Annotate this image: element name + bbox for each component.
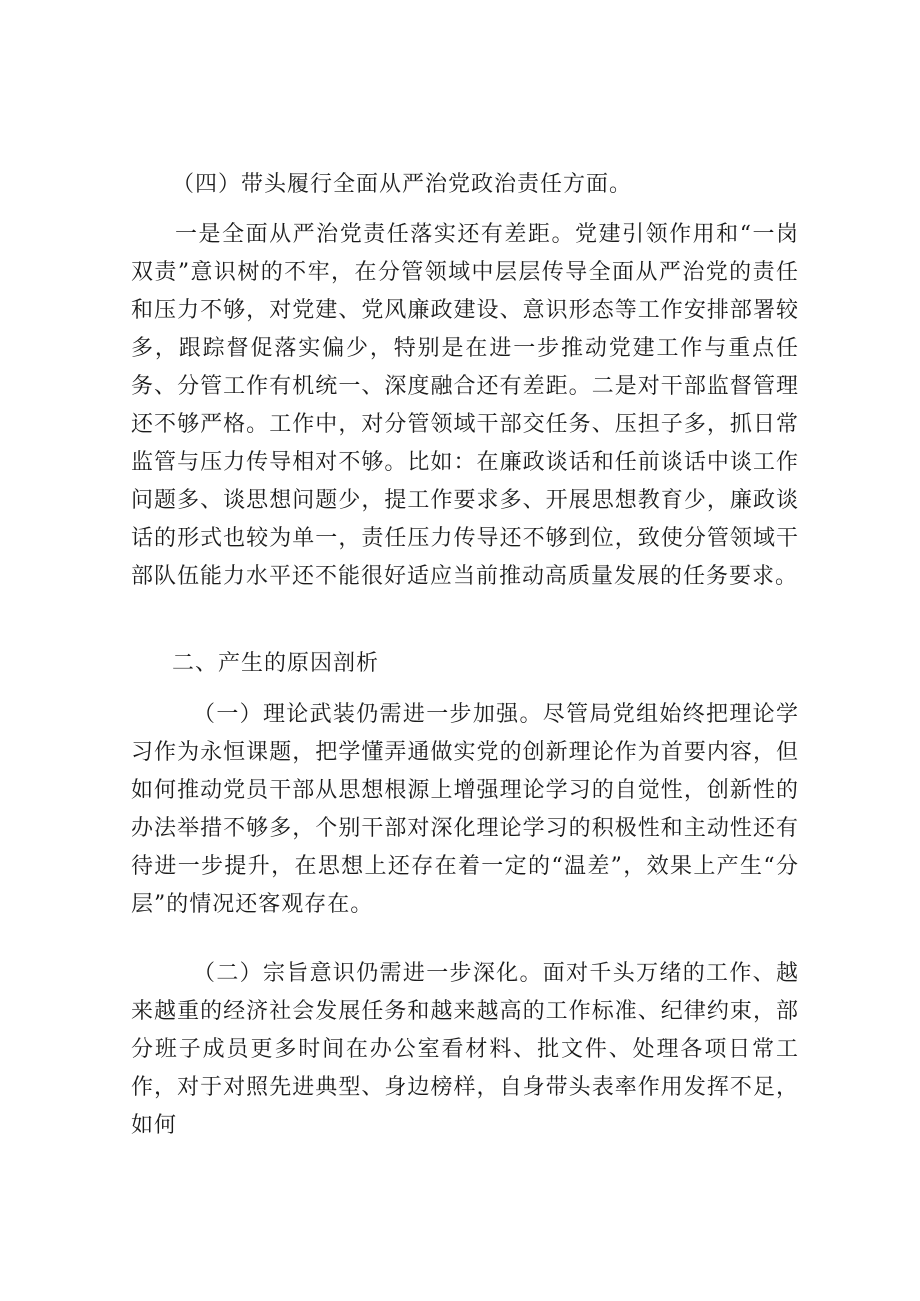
paragraph-theory-armament: （一）理论武装仍需进一步加强。尽管局党组始终把理论学习作为永恒课题，把学懂弄通做实党的创新理论作为首要内容，但如何推动党员干部从思想根源上增强理论学习的自觉性，创新性的办法举措不够多，个别干部对深化理论学习的积极性和主动性还有待进一步提升，在思想上还存在着一定的“温差”，效果上产生“分层”的情况还客观存在。	[131, 702, 799, 917]
section-heading-four: （四）带头履行全面从严治党政治责任方面。	[172, 172, 633, 197]
paragraph-purpose-awareness: （二）宗旨意识仍需进一步深化。面对千头万绪的工作、越来越重的经济社会发展任务和越来越高的工作标准、纪律约束，部分班子成员更多时间在办公室看材料、批文件、处理各项日常工作，对于对照先进典型、身边榜样，自身带头表率作用发挥不足，如何	[131, 961, 799, 1138]
section-heading-cause-analysis: 二、产生的原因剖析	[172, 651, 380, 676]
paragraph-party-responsibility: 一是全面从严治党责任落实还有差距。党建引领作用和“一岗双责”意识树的不牢，在分管领域中层层传导全面从严治党的责任和压力不够，对党建、党风廉政建设、意识形态等工作安排部署较多，跟踪督促落实偏少，特别是在进一步推动党建工作与重点任务、分管工作有机统一、深度融合还有差距。二是对干部监督管理还不够严格。工作中，对分管领域干部交任务、压担子多，抓日常监管与压力传导相对不够。比如：在廉政谈话和任前谈话中谈工作问题多、谈思想问题少，提工作要求多、开展思想教育少，廉政谈话的形式也较为单一，责任压力传导还不够到位，致使分管领域干部队伍能力水平还不能很好适应当前推动高质量发展的任务要求。	[131, 222, 799, 589]
